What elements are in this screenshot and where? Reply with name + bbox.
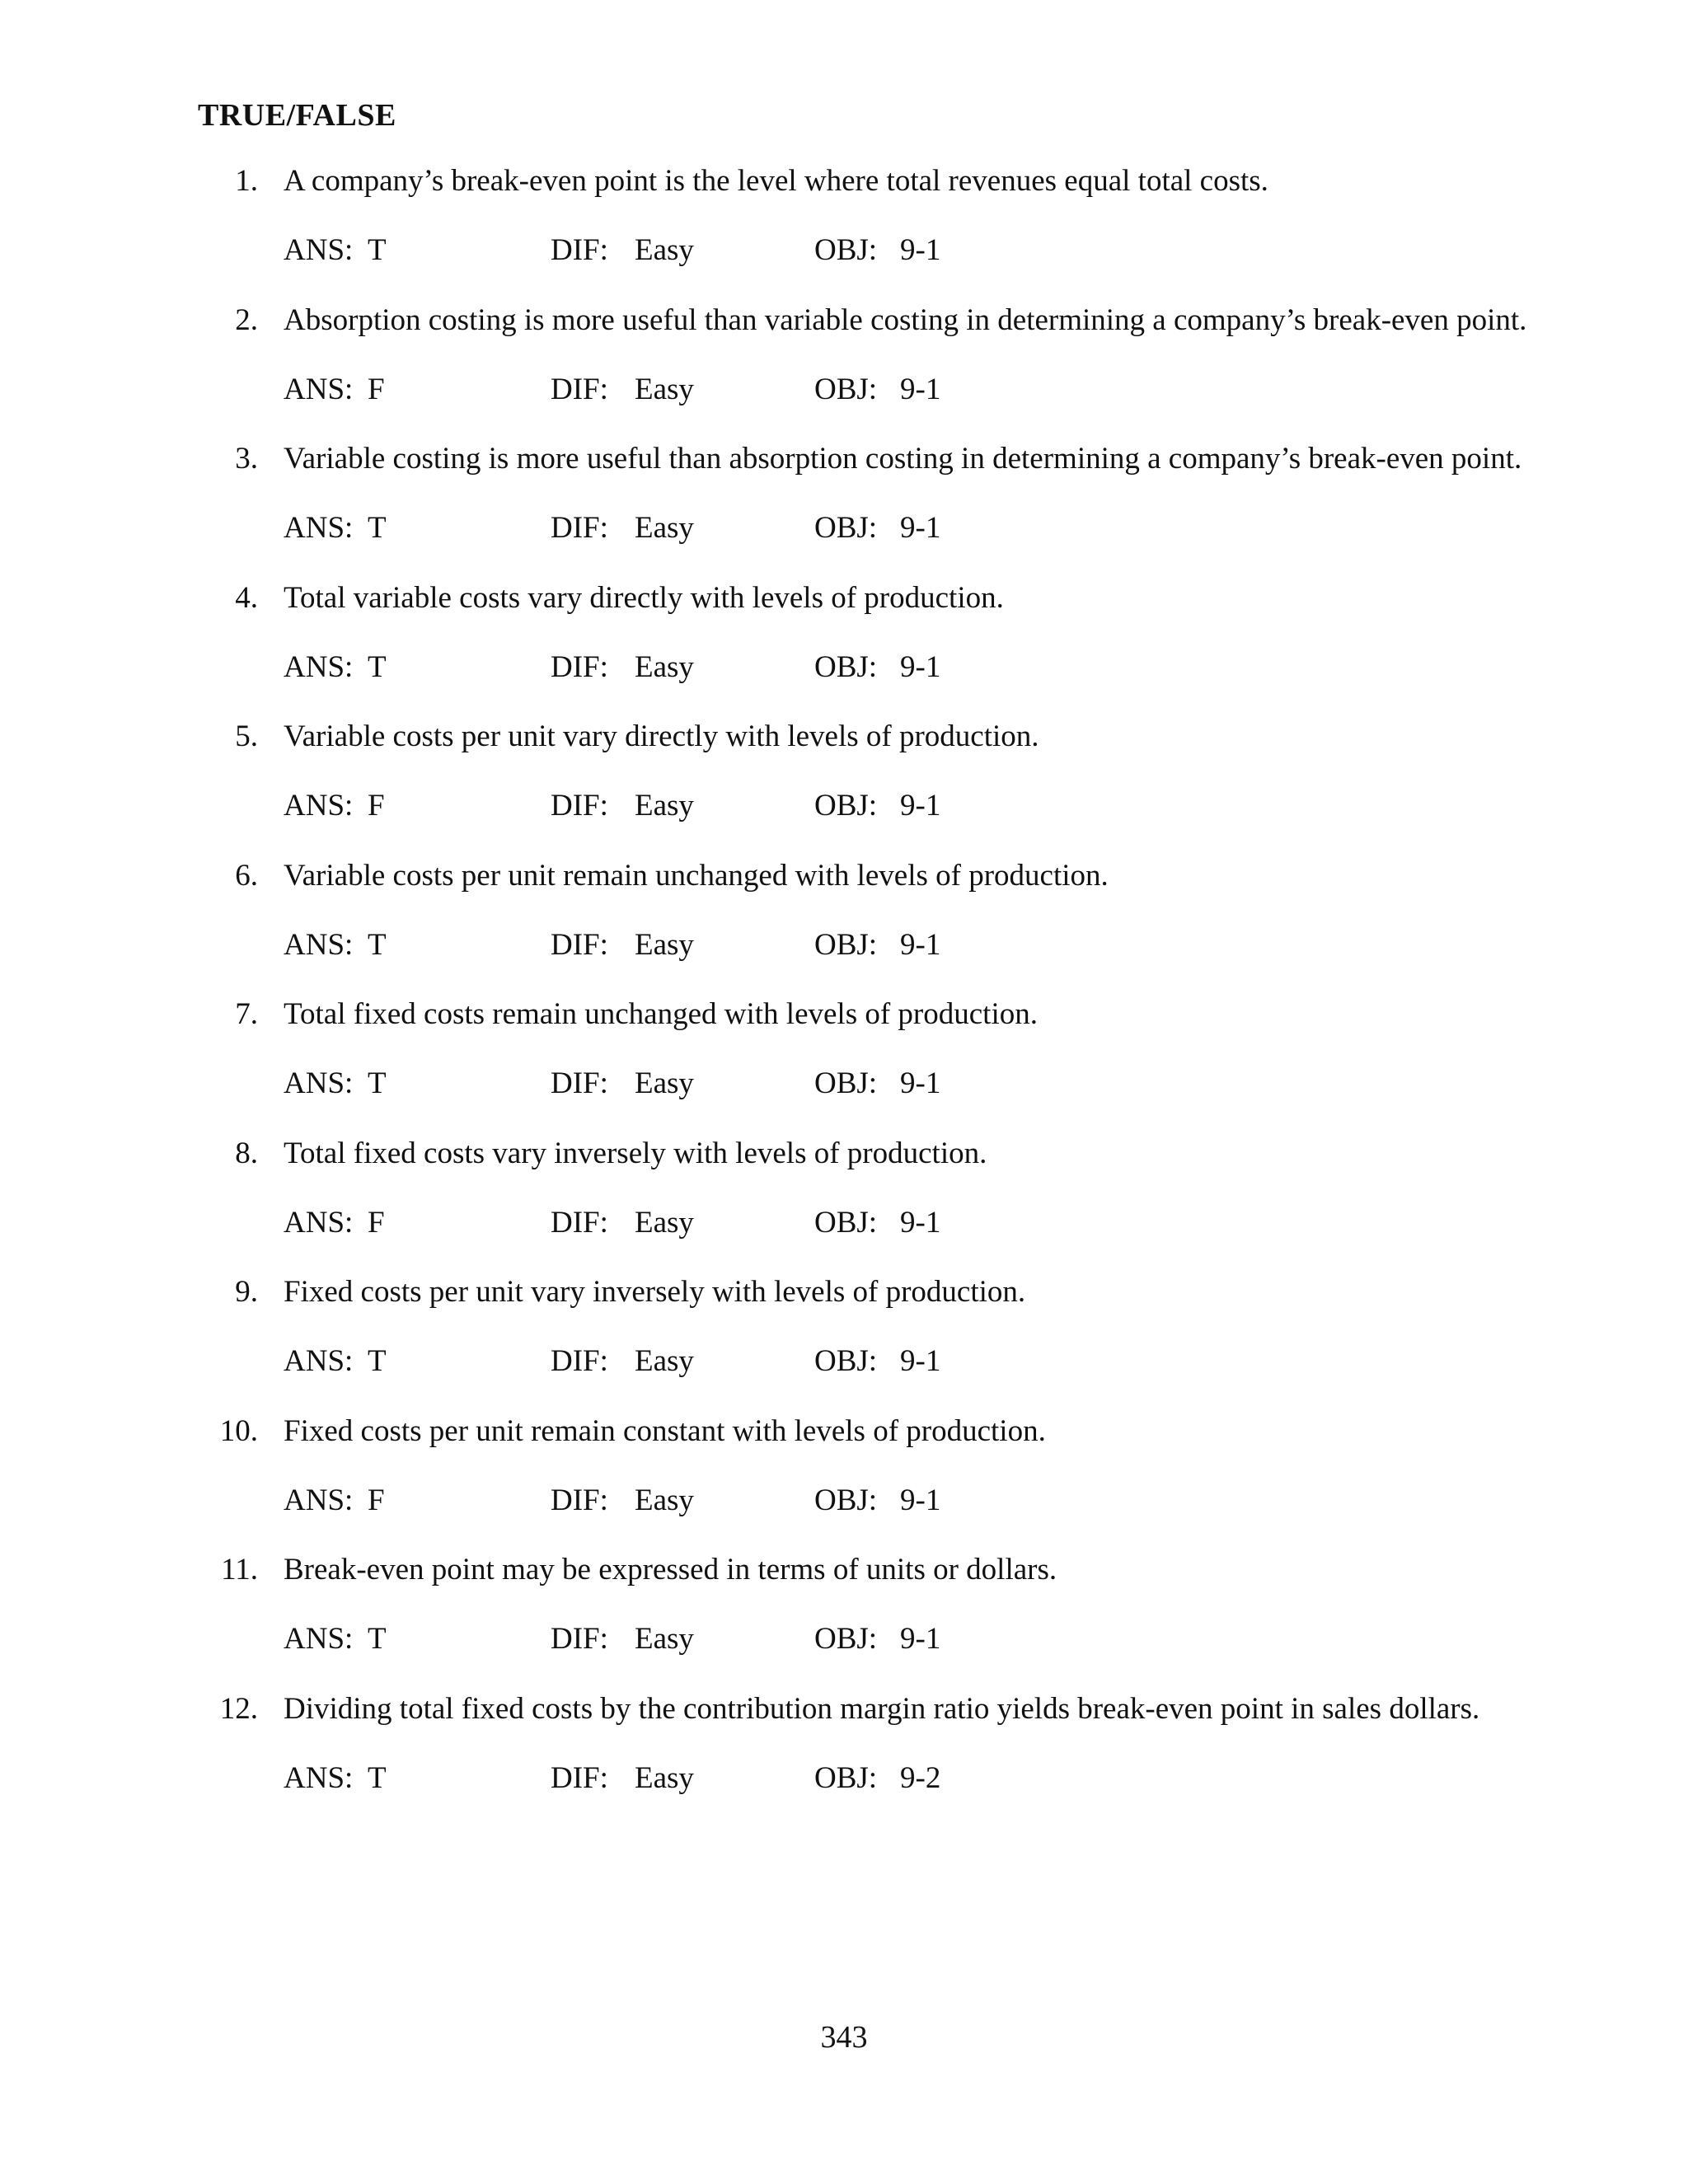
answer-label: ANS: — [284, 233, 354, 267]
difficulty-label: DIF: — [551, 927, 608, 962]
difficulty-label: DIF: — [551, 233, 608, 267]
question-text: Break-even point may be expressed in terms of units or dollars. — [284, 1553, 1057, 1586]
question-text: Total fixed costs vary inversely with levels of production. — [284, 1136, 987, 1170]
difficulty-value: Easy — [635, 233, 694, 267]
question-text: Total fixed costs remain unchanged with levels of production. — [284, 997, 1038, 1031]
difficulty-label: DIF: — [551, 511, 608, 545]
question-number: 10. — [219, 1413, 258, 1448]
question-number: 9. — [235, 1275, 258, 1309]
question-number: 8. — [235, 1136, 258, 1170]
question-text: Variable costing is more useful than absorption costing in determining a company’s break-even point. — [284, 442, 1522, 476]
answer-value: F — [368, 372, 385, 406]
answer-value: T — [368, 1344, 387, 1378]
difficulty-value: Easy — [635, 1066, 694, 1100]
answer-label: ANS: — [284, 372, 354, 406]
question-item — [0, 1550, 1688, 1690]
difficulty-value: Easy — [635, 1344, 694, 1378]
difficulty-value: Easy — [635, 1760, 694, 1795]
section-title: TRUE/FALSE — [198, 98, 396, 133]
question-item — [0, 1690, 1688, 1829]
objective-value: 9-1 — [900, 1205, 941, 1240]
question-item — [0, 579, 1688, 718]
answer-label: ANS: — [284, 511, 354, 545]
answer-value: T — [368, 1622, 387, 1656]
answer-label: ANS: — [284, 789, 354, 823]
question-number: 11. — [221, 1553, 258, 1586]
question-text: Fixed costs per unit vary inversely with levels of production. — [284, 1275, 1026, 1309]
answer-label: ANS: — [284, 649, 354, 684]
question-number: 3. — [235, 442, 258, 476]
answer-value: T — [368, 511, 387, 545]
question-item — [0, 1134, 1688, 1273]
objective-label: OBJ: — [814, 233, 878, 267]
question-number: 4. — [235, 580, 258, 615]
answer-value: T — [368, 1066, 387, 1100]
objective-value: 9-1 — [900, 1066, 941, 1100]
question-text: Variable costs per unit vary directly with levels of production. — [284, 719, 1039, 753]
question-number: 5. — [235, 719, 258, 753]
objective-label: OBJ: — [814, 1622, 878, 1656]
question-text: Dividing total fixed costs by the contribution margin ratio yields break-even point in sales dollars. — [284, 1691, 1480, 1726]
difficulty-label: DIF: — [551, 372, 608, 406]
difficulty-label: DIF: — [551, 1622, 608, 1656]
objective-label: OBJ: — [814, 789, 878, 823]
objective-label: OBJ: — [814, 372, 878, 406]
difficulty-value: Easy — [635, 511, 694, 545]
question-text: Absorption costing is more useful than variable costing in determining a company’s break-even point. — [284, 302, 1527, 337]
question-item — [0, 995, 1688, 1134]
question-number: 1. — [235, 164, 258, 198]
difficulty-label: DIF: — [551, 1205, 608, 1240]
answer-value: T — [368, 233, 387, 267]
objective-label: OBJ: — [814, 649, 878, 684]
objective-value: 9-1 — [900, 927, 941, 962]
objective-label: OBJ: — [814, 1066, 878, 1100]
objective-value: 9-1 — [900, 789, 941, 823]
answer-value: T — [368, 927, 387, 962]
question-item — [0, 1272, 1688, 1412]
objective-value: 9-1 — [900, 511, 941, 545]
answer-value: T — [368, 649, 387, 684]
objective-label: OBJ: — [814, 1205, 878, 1240]
objective-label: OBJ: — [814, 1483, 878, 1517]
question-item — [0, 301, 1688, 440]
difficulty-label: DIF: — [551, 789, 608, 823]
question-number: 7. — [235, 997, 258, 1031]
difficulty-value: Easy — [635, 372, 694, 406]
objective-value: 9-2 — [900, 1760, 941, 1795]
answer-value: F — [368, 1205, 385, 1240]
objective-label: OBJ: — [814, 1344, 878, 1378]
difficulty-label: DIF: — [551, 1760, 608, 1795]
difficulty-label: DIF: — [551, 649, 608, 684]
objective-value: 9-1 — [900, 1344, 941, 1378]
question-item — [0, 439, 1688, 579]
answer-label: ANS: — [284, 1205, 354, 1240]
answer-label: ANS: — [284, 1760, 354, 1795]
objective-label: OBJ: — [814, 1760, 878, 1795]
answer-label: ANS: — [284, 1344, 354, 1378]
question-item — [0, 162, 1688, 301]
question-number: 2. — [235, 302, 258, 337]
objective-value: 9-1 — [900, 1483, 941, 1517]
difficulty-value: Easy — [635, 927, 694, 962]
question-text: Variable costs per unit remain unchanged with levels of production. — [284, 858, 1109, 893]
answer-value: F — [368, 789, 385, 823]
difficulty-value: Easy — [635, 1622, 694, 1656]
objective-value: 9-1 — [900, 1622, 941, 1656]
question-item — [0, 856, 1688, 996]
objective-value: 9-1 — [900, 372, 941, 406]
question-text: Total variable costs vary directly with levels of production. — [284, 580, 1004, 615]
question-number: 6. — [235, 858, 258, 893]
question-text: A company’s break-even point is the level where total revenues equal total costs. — [284, 164, 1268, 198]
objective-value: 9-1 — [900, 649, 941, 684]
answer-value: F — [368, 1483, 385, 1517]
difficulty-label: DIF: — [551, 1066, 608, 1100]
difficulty-label: DIF: — [551, 1483, 608, 1517]
difficulty-value: Easy — [635, 1205, 694, 1240]
question-item — [0, 717, 1688, 856]
answer-label: ANS: — [284, 1622, 354, 1656]
difficulty-value: Easy — [635, 789, 694, 823]
difficulty-value: Easy — [635, 1483, 694, 1517]
question-list — [0, 162, 1688, 1828]
answer-value: T — [368, 1760, 387, 1795]
page-number: 343 — [820, 2020, 868, 2055]
difficulty-label: DIF: — [551, 1344, 608, 1378]
answer-label: ANS: — [284, 927, 354, 962]
question-item — [0, 1412, 1688, 1551]
difficulty-value: Easy — [635, 649, 694, 684]
question-text: Fixed costs per unit remain constant with levels of production. — [284, 1413, 1046, 1448]
objective-value: 9-1 — [900, 233, 941, 267]
objective-label: OBJ: — [814, 511, 878, 545]
answer-label: ANS: — [284, 1066, 354, 1100]
question-number: 12. — [219, 1691, 258, 1726]
answer-label: ANS: — [284, 1483, 354, 1517]
objective-label: OBJ: — [814, 927, 878, 962]
